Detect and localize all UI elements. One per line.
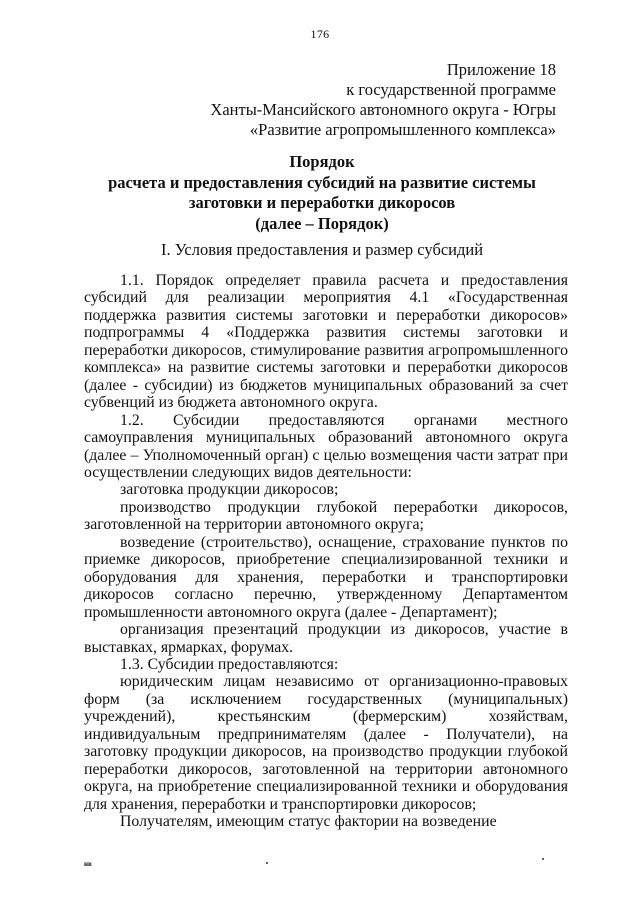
paragraph: Получателям, имеющим статус фактории на возведение — [120, 813, 497, 831]
paragraph: 1.1. Порядок определяет правила расчета и предоставления субсидий для реализации мероприятия 4.1 «Государственная поддержка развития системы заготовки и переработки дикоросов» подпрограммы 4 «Поддержка развития системы заготовки и переработки дикоросов, стимулирование развития агропромышленного комплекса» на развитие системы заготовки и переработки дикоросов (далее - субсидии) из бюджетов муниципальных образований за счет субвенций из бюджета автономного округа. — [84, 272, 568, 412]
title-line: Порядок — [289, 152, 355, 171]
footer-initials: нв — [84, 860, 92, 868]
paragraph: возведение (строительство), оснащение, страхование пунктов по приемке дикоросов, приобретение специализированной техники и оборудования для хранения, переработки и транспортировки дикоросов согласно перечню, утвержденному Департаментом промышленности автономного округа (далее - Департамент); — [84, 533, 568, 621]
scan-speck — [542, 858, 544, 860]
body-text — [84, 272, 568, 831]
appendix-line: Приложение 18 — [446, 60, 556, 79]
appendix-header — [210, 60, 556, 140]
appendix-line: Ханты-Мансийского автономного округа - Югры — [210, 100, 556, 119]
paragraph: заготовка продукции дикоросов; — [120, 481, 339, 499]
appendix-line: «Развитие агропромышленного комплекса» — [249, 120, 556, 139]
paragraph: 1.2. Субсидии предоставляются органами местного самоуправления муниципальных образований автономного округа (далее – Уполномоченный орган) с целью возмещения части затрат при осуществлении следующих видов деятельности: — [84, 411, 568, 481]
paragraph: 1.3. Субсидии предоставляются: — [120, 655, 339, 673]
appendix-line: к государственной программе — [346, 80, 556, 99]
title-line: заготовки и переработки дикоросов — [188, 193, 456, 212]
paragraph: организация презентаций продукции из дикоросов, участие в выставках, ярмарках, форумах. — [84, 621, 568, 656]
document-title — [84, 152, 560, 234]
title-line: расчета и предоставления субсидий на развитие системы — [108, 172, 536, 192]
page-number: 176 — [310, 27, 330, 41]
scan-speck — [266, 862, 268, 864]
title-line: (далее – Порядок) — [255, 213, 389, 233]
section-heading: I. Условия предоставления и размер субсидий — [160, 240, 484, 259]
paragraph: производство продукции глубокой переработки дикоросов, заготовленной на территории автономного округа; — [84, 498, 568, 534]
paragraph: юридическим лицам независимо от организационно-правовых форм (за исключением государственных (муниципальных) учреждений), крестьянским (фермерским) хозяйствам, индивидуальным предпринимателям (далее - Получатели), на заготовку продукции дикоросов, на производство продукции глубокой переработки дикоросов, заготовленной на территории автономного округа, на приобретение специализированной техники и оборудования для хранения, переработки и транспортировки дикоросов; — [84, 673, 568, 813]
